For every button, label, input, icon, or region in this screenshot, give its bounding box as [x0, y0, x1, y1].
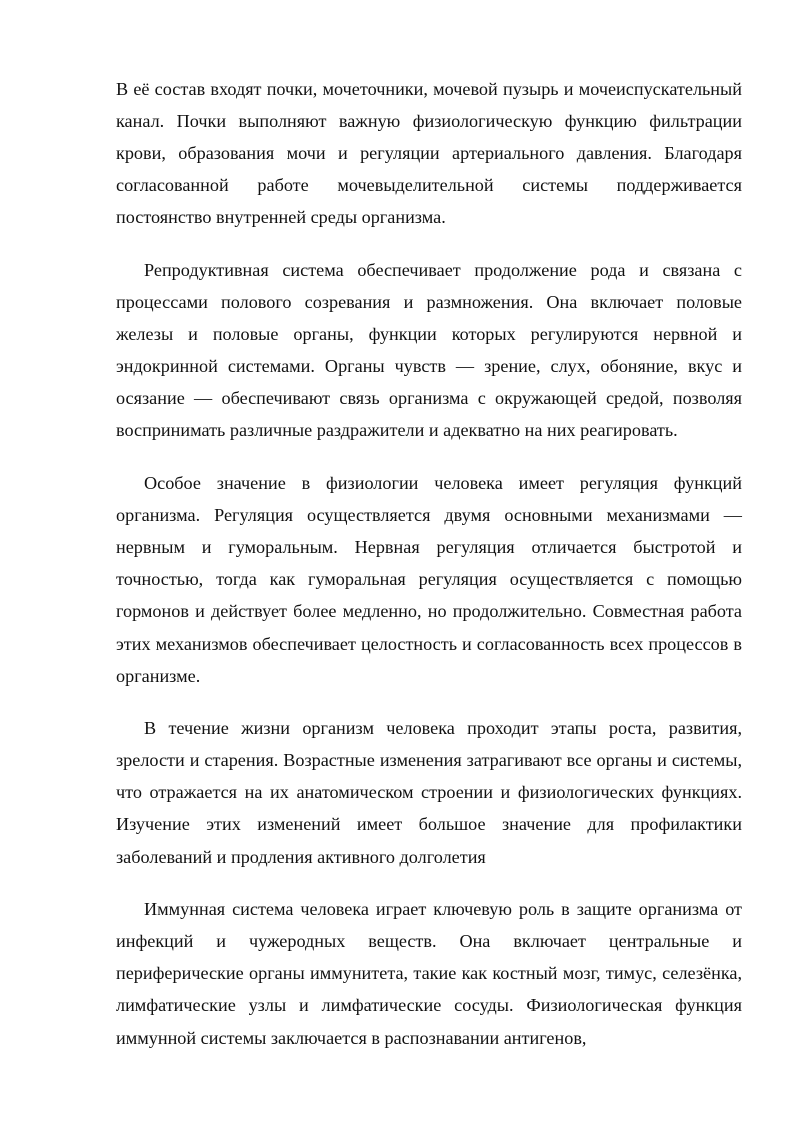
- paragraph-urinary-system: В её состав входят почки, мочеточники, мочевой пузырь и мочеиспускательный канал. Почки выполняют важную физиологическую функцию фильтрации крови, образования мочи и регуляции артериального давления. Благодаря согласованной работе мочевыделительной системы поддерживается постоянство внутренней среды организма.: [116, 79, 742, 228]
- paragraph-reproductive-system: Репродуктивная система обеспечивает продолжение рода и связана с процессами полового созревания и размножения. Она включает половые железы и половые органы, функции которых регулируются нервной и эндокринной системами. Органы чувств — зрение, слух, обоняние, вкус и осязание — обеспечивают связь организма с окружающей средой, позволяя воспринимать различные раздражители и адекватно на них реагировать.: [116, 259, 742, 441]
- paragraph-age-changes: В течение жизни организм человека проходит этапы роста, развития, зрелости и старения. Возрастные изменения затрагивают все органы и системы, что отражается на их анатомическом строении и физиологических функциях. Изучение этих изменений имеет большое значение для профилактики заболеваний и продления активного долголетия: [116, 718, 742, 867]
- document-page: [116, 73, 742, 1074]
- paragraph-immune-system: Иммунная система человека играет ключевую роль в защите организма от инфекций и чужеродных веществ. Она включает центральные и периферические органы иммунитета, такие как костный мозг, тимус, селезёнка, лимфатические узлы и лимфатические сосуды. Физиологическая функция иммунной системы заключается в распознавании антигенов,: [116, 899, 742, 1048]
- paragraph-regulation: Особое значение в физиологии человека имеет регуляция функций организма. Регуляция осуществляется двумя основными механизмами — нервным и гуморальным. Нервная регуляция отличается быстротой и точностью, тогда как гуморальная регуляция осуществляется с помощью гормонов и действует более медленно, но продолжительно. Совместная работа этих механизмов обеспечивает целостность и согласованность всех процессов в организме.: [116, 473, 742, 686]
